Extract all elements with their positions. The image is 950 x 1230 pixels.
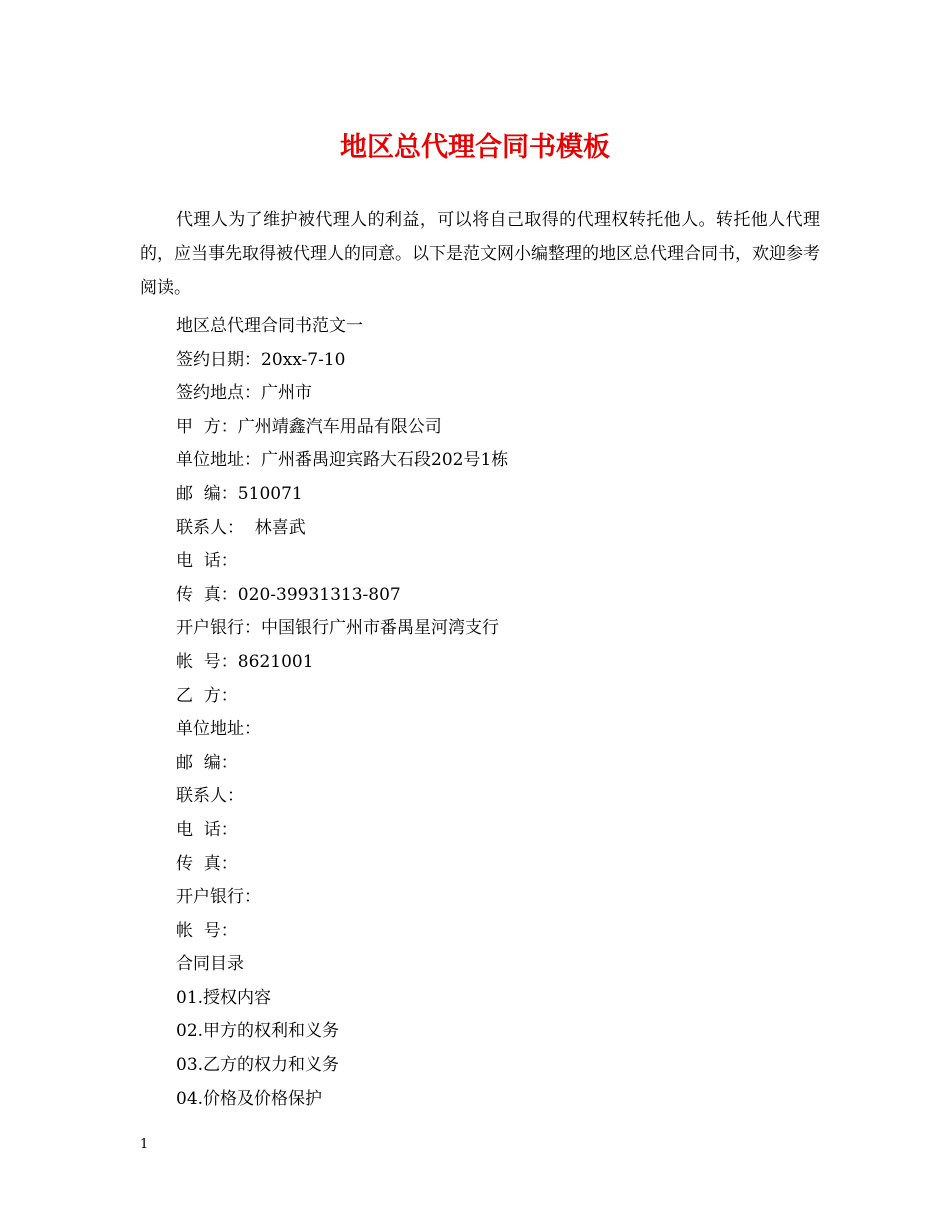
contract-line: 02.甲方的权利和义务 <box>176 1021 340 1042</box>
contract-line: 邮 编：510071 <box>176 483 303 504</box>
contract-line: 帐 号： <box>176 920 238 941</box>
contract-line: 帐 号：8621001 <box>176 651 314 672</box>
contract-line: 合同目录 <box>176 954 244 975</box>
contract-line: 签约日期：20xx-7-10 <box>176 349 346 370</box>
contract-line: 单位地址： <box>176 719 261 740</box>
page-number: 1 <box>140 1137 149 1152</box>
document-title: 地区总代理合同书模板 <box>340 132 610 163</box>
contract-line: 04.价格及价格保护 <box>176 1088 323 1109</box>
contract-line: 邮 编： <box>176 752 238 773</box>
contract-line: 联系人： <box>176 786 244 807</box>
contract-line: 电 话： <box>176 551 238 572</box>
contract-line: 乙 方： <box>176 685 238 706</box>
contract-line: 甲 方：广州靖鑫汽车用品有限公司 <box>176 416 442 437</box>
intro-paragraph: 代理人为了维护被代理人的利益，可以将自己取得的代理权转托他人。转托他人代理的，应当事先取得被代理人的同意。以下是范文网小编整理的地区总代理合同书，欢迎参考阅读。 <box>140 210 820 298</box>
contract-line: 03.乙方的权力和义务 <box>176 1055 340 1076</box>
contract-line: 地区总代理合同书范文一 <box>176 316 363 336</box>
contract-line: 传 真： <box>176 853 238 874</box>
contract-line: 签约地点：广州市 <box>176 383 312 404</box>
contract-lines <box>176 310 836 1116</box>
contract-line: 电 话： <box>176 819 238 840</box>
contract-line: 开户银行：中国银行广州市番禺星河湾支行 <box>176 618 499 639</box>
contract-line: 单位地址：广州番禺迎宾路大石段202号1栋 <box>176 450 509 471</box>
contract-line: 01.授权内容 <box>176 987 272 1008</box>
contract-line: 开户银行： <box>176 887 261 908</box>
contract-line: 联系人： 林喜武 <box>176 517 306 538</box>
contract-line: 传 真：020-39931313-807 <box>176 584 401 605</box>
